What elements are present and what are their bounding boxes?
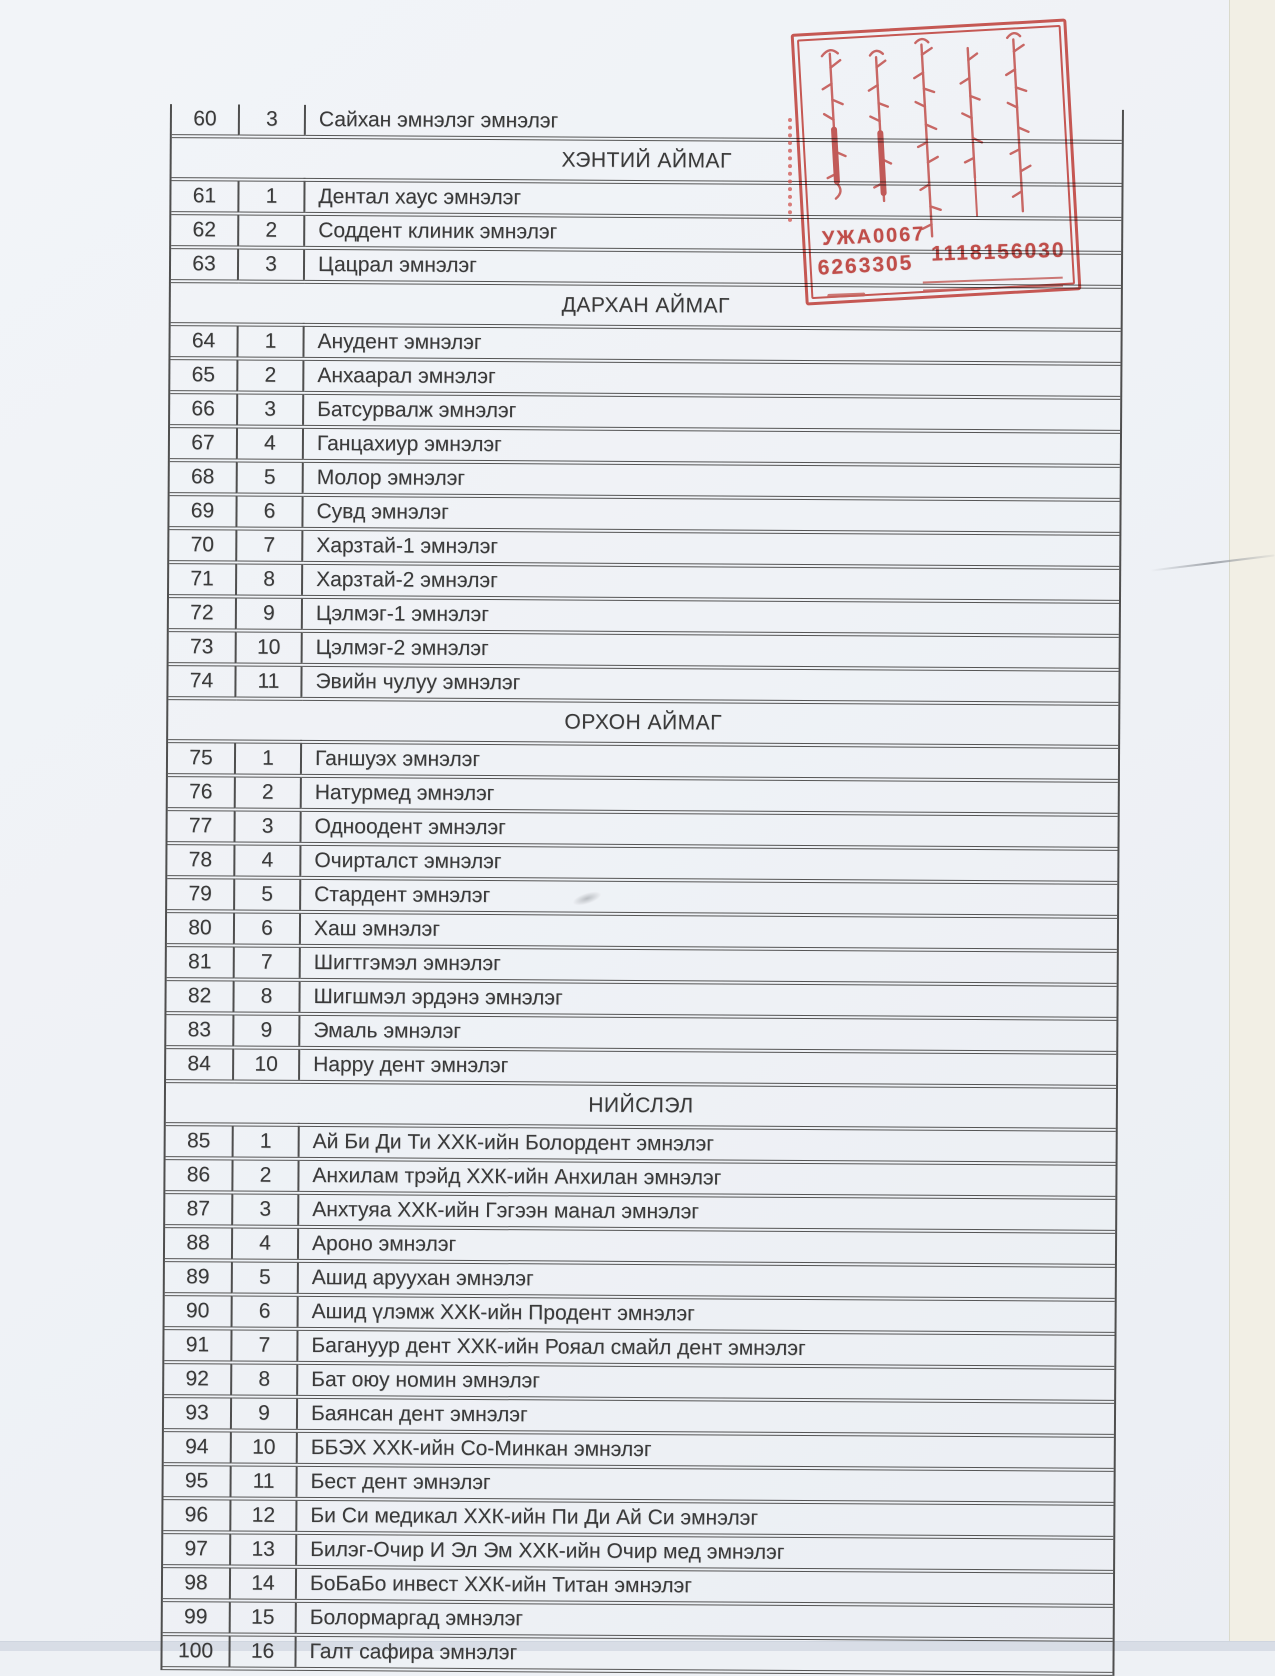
table-row: [168, 775, 1118, 815]
row-sub-number-cell: 1: [233, 1125, 299, 1159]
row-number-cell: 73: [169, 630, 236, 664]
table-row: [169, 562, 1119, 602]
row-sub-number-cell: 6: [234, 912, 300, 946]
row-sub-number-cell: 11: [230, 1464, 296, 1498]
row-name-cell: Шигтгэмэл эмнэлэг: [300, 946, 1117, 985]
stamp-number-left: 6263305: [817, 251, 915, 280]
table-row: [165, 1158, 1115, 1198]
row-name-cell: Happy дент эмнэлэг: [299, 1048, 1116, 1087]
row-sub-number-cell: 9: [236, 597, 302, 631]
row-name-cell: Би Си медикал ХХК-ийн Пи Ди Ай Си эмнэлэг: [296, 1499, 1113, 1538]
table-row: [167, 945, 1117, 985]
row-number-cell: 98: [163, 1566, 230, 1600]
row-number-cell: 80: [167, 911, 234, 945]
row-name-cell: Анхилам трэйд ХХК-ийн Анхилан эмнэлэг: [298, 1159, 1115, 1198]
row-number-cell: 84: [166, 1047, 233, 1081]
row-name-cell: Эмаль эмнэлэг: [299, 1014, 1116, 1053]
row-name-cell: Анхтуяа ХХК-ийн Гэгээн манал эмнэлэг: [298, 1193, 1115, 1232]
row-number-cell: 61: [171, 179, 238, 213]
row-number-cell: 70: [169, 528, 236, 562]
row-name-cell: Сувд эмнэлэг: [302, 495, 1119, 534]
table-row: [164, 1362, 1114, 1402]
row-name-cell: Соддент клиник эмнэлэг: [304, 214, 1121, 253]
row-sub-number-cell: 8: [233, 980, 299, 1014]
section-header-row: [166, 1081, 1116, 1130]
row-sub-number-cell: 6: [236, 495, 302, 529]
row-number-cell: 76: [168, 775, 235, 809]
table-row: [167, 809, 1117, 849]
row-number-cell: 65: [170, 358, 237, 392]
row-sub-number-cell: 12: [230, 1498, 296, 1532]
row-number-cell: 72: [169, 596, 236, 630]
row-number-cell: 71: [169, 562, 236, 596]
row-name-cell: Болормаргад эмнэлэг: [296, 1601, 1113, 1640]
row-name-cell: Ганшуэх эмнэлэг: [301, 742, 1118, 781]
table-row: [163, 1600, 1113, 1640]
row-number-cell: 68: [170, 460, 237, 494]
row-name-cell: Ашид аруухан эмнэлэг: [298, 1261, 1115, 1300]
table-row: [162, 1634, 1112, 1674]
row-number-cell: 74: [168, 664, 235, 698]
row-name-cell: Цэлмэг-1 эмнэлэг: [302, 597, 1119, 636]
row-sub-number-cell: 2: [238, 214, 304, 248]
table-row: [165, 1226, 1115, 1266]
table-row: [166, 979, 1116, 1019]
row-number-cell: 82: [166, 979, 233, 1013]
row-number-cell: 91: [164, 1328, 231, 1362]
table-row: [168, 741, 1118, 781]
scan-right-edge: [1229, 0, 1275, 1650]
row-name-cell: Молор эмнэлэг: [303, 461, 1120, 500]
row-name-cell: Анудент эмнэлэг: [303, 325, 1120, 364]
section-header-label: ДАРХАН АЙМАГ: [171, 281, 1121, 330]
row-number-cell: 81: [167, 945, 234, 979]
row-sub-number-cell: 2: [235, 776, 301, 810]
table-row: [170, 392, 1120, 432]
row-sub-number-cell: 11: [235, 665, 301, 699]
row-number-cell: 88: [165, 1226, 232, 1260]
row-number-cell: 66: [170, 392, 237, 426]
row-name-cell: Сайхан эмнэлэг эмнэлэг: [305, 105, 1122, 142]
row-number-cell: 97: [163, 1532, 230, 1566]
table-row: [166, 1047, 1116, 1087]
row-sub-number-cell: 1: [238, 180, 304, 214]
row-sub-number-cell: 3: [232, 1192, 298, 1226]
section-header-row: [168, 698, 1118, 747]
row-name-cell: Ароно эмнэлэг: [298, 1227, 1115, 1266]
row-number-cell: 78: [167, 843, 234, 877]
row-sub-number-cell: 5: [237, 461, 303, 495]
row-name-cell: Ай Би Ди Ти ХХК-ийн Болордент эмнэлэг: [299, 1125, 1116, 1164]
row-sub-number-cell: 13: [230, 1532, 296, 1566]
table-row: [169, 596, 1119, 636]
row-sub-number-cell: 1: [237, 325, 303, 359]
table-row: [165, 1260, 1115, 1300]
table-row: [163, 1464, 1113, 1504]
row-number-cell: 62: [171, 213, 238, 247]
row-sub-number-cell: 2: [232, 1159, 298, 1193]
row-number-cell: 99: [163, 1600, 230, 1634]
row-name-cell: Одноодент эмнэлэг: [300, 810, 1117, 849]
row-name-cell: Цацрал эмнэлэг: [304, 248, 1121, 287]
row-sub-number-cell: 7: [234, 946, 300, 980]
row-sub-number-cell: 3: [238, 248, 304, 282]
row-sub-number-cell: 3: [237, 393, 303, 427]
row-number-cell: 94: [164, 1430, 231, 1464]
table-row: [170, 460, 1120, 500]
row-name-cell: Цэлмэг-2 эмнэлэг: [302, 631, 1119, 670]
stamp-ink-dots: [788, 118, 792, 222]
table-row: [164, 1430, 1114, 1470]
table-row: [170, 426, 1120, 466]
row-sub-number-cell: 4: [237, 427, 303, 461]
row-sub-number-cell: 5: [232, 1260, 298, 1294]
row-sub-number-cell: 7: [236, 529, 302, 563]
row-sub-number-cell: 4: [234, 844, 300, 878]
row-number-cell: 67: [170, 426, 237, 460]
row-number-cell: 60: [172, 104, 239, 136]
row-sub-number-cell: 3: [239, 105, 305, 137]
row-name-cell: Бест дент эмнэлэг: [296, 1465, 1113, 1504]
row-sub-number-cell: 2: [237, 359, 303, 393]
row-number-cell: 89: [165, 1260, 232, 1294]
section-header-label: НИЙСЛЭЛ: [166, 1081, 1116, 1130]
row-name-cell: Очирталст эмнэлэг: [300, 844, 1117, 883]
row-number-cell: 86: [165, 1158, 232, 1192]
row-sub-number-cell: 4: [232, 1226, 298, 1260]
row-sub-number-cell: 8: [236, 563, 302, 597]
table-row: [164, 1328, 1114, 1368]
row-number-cell: 79: [167, 877, 234, 911]
table-row: [166, 1124, 1116, 1164]
row-name-cell: Баянсан дент эмнэлэг: [297, 1397, 1114, 1436]
table-row: [170, 324, 1120, 364]
row-number-cell: 90: [165, 1294, 232, 1328]
row-sub-number-cell: 3: [234, 810, 300, 844]
row-number-cell: 100: [162, 1634, 229, 1668]
row-sub-number-cell: 8: [231, 1362, 297, 1396]
table-row: [168, 664, 1118, 704]
row-sub-number-cell: 9: [231, 1396, 297, 1430]
table-row: [167, 911, 1117, 951]
stamp-number-right: 1118156030: [930, 238, 1066, 266]
row-sub-number-cell: 6: [232, 1294, 298, 1328]
row-sub-number-cell: 10: [233, 1048, 299, 1082]
row-sub-number-cell: 15: [230, 1600, 296, 1634]
row-name-cell: Хаш эмнэлэг: [300, 912, 1117, 951]
row-name-cell: Билэг-Очир И Эл Эм ХХК-ийн Очир мед эмнэлэг: [296, 1533, 1113, 1572]
row-number-cell: 95: [163, 1464, 230, 1498]
row-number-cell: 92: [164, 1362, 231, 1396]
table-row: [163, 1566, 1113, 1606]
row-number-cell: 63: [171, 247, 238, 281]
row-number-cell: 83: [166, 1013, 233, 1047]
row-number-cell: 64: [170, 324, 237, 358]
table-row: [169, 630, 1119, 670]
row-number-cell: 96: [163, 1498, 230, 1532]
table-row: [166, 1013, 1116, 1053]
section-header-label: ОРХОН АЙМАГ: [168, 698, 1118, 747]
section-header-label: ХЭНТИЙ АЙМАГ: [172, 136, 1122, 185]
row-number-cell: 85: [166, 1124, 233, 1158]
official-red-stamp: [791, 19, 1082, 306]
row-name-cell: Багануур дент ХХК-ийн Рояал смайл дент эмнэлэг: [297, 1329, 1114, 1368]
mongolian-script-icon: [795, 21, 1075, 252]
row-name-cell: Галт сафира эмнэлэг: [295, 1635, 1112, 1674]
table-row: [163, 1498, 1113, 1538]
table-row: [165, 1192, 1115, 1232]
row-name-cell: Натурмед эмнэлэг: [301, 776, 1118, 815]
row-number-cell: 69: [169, 494, 236, 528]
row-name-cell: Харзтай-1 эмнэлэг: [302, 529, 1119, 568]
row-sub-number-cell: 16: [229, 1634, 295, 1668]
row-sub-number-cell: 14: [230, 1566, 296, 1600]
row-sub-number-cell: 5: [234, 878, 300, 912]
row-number-cell: 93: [164, 1396, 231, 1430]
hospital-table-body: [162, 104, 1122, 1674]
hospital-list-table: [160, 104, 1124, 1676]
table-row: [164, 1396, 1114, 1436]
row-name-cell: Ганцахиур эмнэлэг: [303, 427, 1120, 466]
row-name-cell: Шигшмэл эрдэнэ эмнэлэг: [299, 980, 1116, 1019]
hospital-table: [162, 104, 1122, 1676]
row-name-cell: Бат оюу номин эмнэлэг: [297, 1363, 1114, 1402]
table-row: [167, 843, 1117, 883]
table-row: [170, 358, 1120, 398]
row-sub-number-cell: 1: [235, 742, 301, 776]
row-number-cell: 75: [168, 741, 235, 775]
row-number-cell: 77: [167, 809, 234, 843]
table-row: [169, 494, 1119, 534]
row-name-cell: Дентал хаус эмнэлэг: [304, 180, 1121, 219]
row-name-cell: Стардент эмнэлэг: [300, 878, 1117, 917]
table-row: [167, 877, 1117, 917]
table-row: [169, 528, 1119, 568]
row-sub-number-cell: 9: [233, 1014, 299, 1048]
table-row: [163, 1532, 1113, 1572]
row-name-cell: ББЭХ ХХК-ийн Со-Минкан эмнэлэг: [297, 1431, 1114, 1470]
row-number-cell: 87: [165, 1192, 232, 1226]
row-name-cell: Эвийн чулуу эмнэлэг: [301, 665, 1118, 704]
row-sub-number-cell: 10: [231, 1430, 297, 1464]
row-name-cell: Анхаарал эмнэлэг: [303, 359, 1120, 398]
row-name-cell: Батсурвалж эмнэлэг: [303, 393, 1120, 432]
stamp-serial-code: УЖА0067: [821, 223, 926, 251]
row-name-cell: Харзтай-2 эмнэлэг: [302, 563, 1119, 602]
row-name-cell: БоБаБо инвест ХХК-ийн Титан эмнэлэг: [296, 1567, 1113, 1606]
table-row: [165, 1294, 1115, 1334]
row-sub-number-cell: 7: [231, 1328, 297, 1362]
row-sub-number-cell: 10: [236, 631, 302, 665]
row-name-cell: Ашид үлэмж ХХК-ийн Продент эмнэлэг: [298, 1295, 1115, 1334]
